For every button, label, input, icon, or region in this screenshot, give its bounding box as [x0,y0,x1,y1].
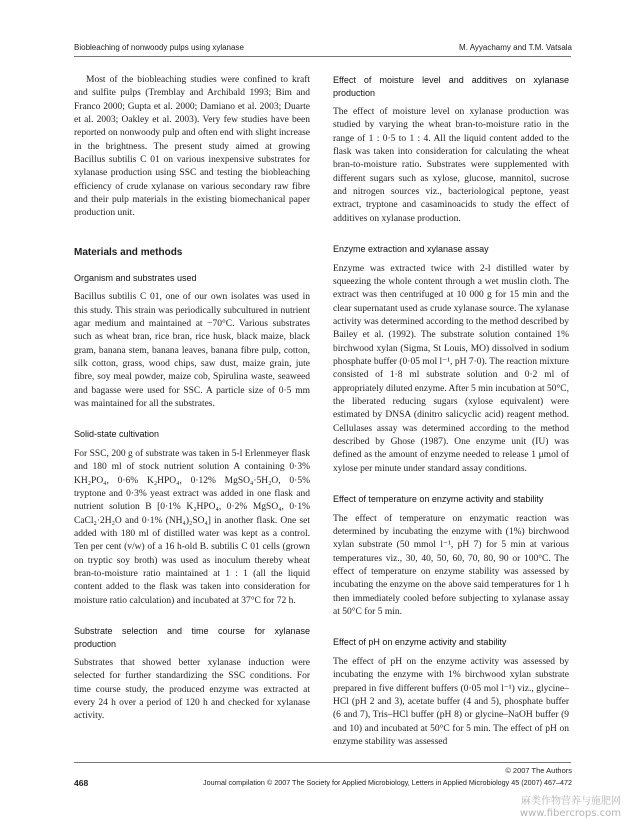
ph-paragraph: The effect of pH on the enzyme activity was assessed by incubating the enzyme with 1% birchwood xylan substrate prepared in five different buffers (0·05 mol l⁻¹) viz., glycine–HCl (pH 2 and 3), acetate buffer (4 and 5), phosphate buffer (6 and 7), Tris–HCl buffer (pH 8) or glycine–NaOH buffer (9 and 10) and incubated at 50°C for 5 min. The effect of pH on enzyme stability was assessed [333,656,569,747]
extraction-paragraph: Enzyme was extracted twice with 2-l distilled water by squeezing the whole content through a wet muslin cloth. The extract was then centrifuged at 10 000 g for 15 min and the clear supernatant used as crude xylanase source. The xylanase activity was determined according to the method described by Bailey et al. (1992). The substrate solution contained 1% birchwood xylan (Sigma, St Louis, MO) dissolved in sodium phosphate buffer (0·05 mol l⁻¹, pH 7·0). The reaction mixture consisted of 1·8 ml substrate solution and 0·2 ml of appropriately diluted enzyme. After 5 min incubation at 50°C, the liberated reducing sugars (xylose equivalent) were estimated by DNSA (dinitro salicyclic acid) reagent method. Cellulases assay was determined according to the method described by Ghose (1987). One enzyme unit (IU) was defined as the amount of enzyme needed to release 1 μmol of xylose per minute under standard assay conditions. [333,263,569,474]
watermark-line-2: www.fibercrops.com [519,808,621,819]
running-title: Biobleaching of nonwoody pulps using xylanase [74,43,244,52]
running-authors: M. Ayyachamy and T.M. Vatsala [459,43,572,52]
subsection-heading-substrate: Substrate selection and time course for xylanase production [74,626,310,649]
substrate-paragraph: Substrates that showed better xylanase induction were selected for further standardizing the SSC conditions. For time course study, the produced enzyme was extracted at every 24 h over a period of 120 h and checked for xylanase activity. [74,658,310,722]
subsection-heading-organism: Organism and substrates used [74,272,197,283]
moisture-paragraph: The effect of moisture level on xylanase production was studied by varying the wheat bran-to-moisture ratio in the range of 1 : 0·5 to 1 : 4. All the liquid content added to the flask was taken into consideration for calculating the wheat bran-to-moisture ratio. Substrates were supplemented with different sugars such as xylose, glucose, mannitol, sucrose and nitrogen sources viz., bacteriological peptone, yeast extract, tryptone and casaminoacids to study the effect of additives on xylanase production. [333,107,569,224]
header-rule [74,56,571,57]
page-number: 468 [74,778,89,788]
footer-rule [74,762,571,763]
right-column [333,74,569,749]
watermark [451,796,621,820]
organism-paragraph: Bacillus subtilis C 01, one of our own isolates was used in this study. This strain was periodically subcultured in nutrient agar medium and maintained at −70°C. Various substrates such as wheat bran, rice bran, rice husk, black maize, black gram, banana stem, banana leaves, banana fibre pulp, cotton, silk cotton, grass, wood chips, saw dust, maize grain, jute fibre, soy meal powder, maize cob, Spirulina waste, seaweed and bagasse were used for SSC. A particle size of 0·5 mm was maintained for all the substrates. [74,292,310,410]
section-heading-methods: Materials and methods [74,246,183,258]
footer-copyright: © 2007 The Authors [505,766,572,775]
solid-state-paragraph: For SSC, 200 g of substrate was taken in 5-l Erlenmeyer flask and 180 ml of stock nutrient solution A containing 0·3% KH₂PO₄, 0·6% K₂HPO₄, 0·12% MgSO₄·5H₂O, 0·5% tryptone and 0·3% yeast extract was added in one flask and nutrient solution B [0·1% K₂HPO₄, 0·2% MgSO₄, 0·1% CaCl₂·2H₂O and 0·1% (NH₄)₂SO₄] in another flask. One set added with 180 ml of distilled water was kept as a control. Ten per cent (v/w) of a 16 h-old B. subtilis C 01 cells (grown on tryptic soy broth) was used as inoculum thereby wheat bran-to-moisture ratio maintained at 1 : 1 (all the liquid content added to the flask was taken into consideration for moisture ratio calculation) and incubated at 37°C for 72 h. [74,448,310,606]
temperature-paragraph: The effect of temperature on enzymatic reaction was determined by incubating the enzyme with (1%) birchwood xylan substrate (50 mmol l⁻¹, pH 7) for 5 min at various temperatures viz., 30, 40, 50, 60, 70, 80, 90 or 100°C. The effect of temperature on enzyme stability was assessed by incubating the enzyme on the above said temperatures for 1 h then immediately cooled before subjecting to xylanase assay at 50°C for 5 min. [333,513,569,617]
subsection-heading-moisture: Effect of moisture level and additives on xylanase production [333,75,569,98]
subsection-heading-extraction: Enzyme extraction and xylanase assay [333,244,489,255]
footer-journal: Journal compilation © 2007 The Society for Applied Microbiology, Letters in Applied Microbiology 45 (2007) 467–472 [202,778,572,787]
intro-paragraph: Most of the biobleaching studies were confined to kraft and sulfite pulps (Tremblay and Archibald 1993; Bim and Franco 2000; Gupta et al. 2000; Damiano et al. 2003; Duarte et al. 2003; Oakley et al. 2003). Very few studies have been reported on nonwoody pulp and often end with slight increase in the brightness. The present study aimed at growing Bacillus subtilis C 01 on various inexpensive substrates for xylanase production using SSC and testing the biobleaching efficiency of crude xylanase on various secondary raw fibre and their pulp materials in the existing biomechanical paper production unit. [74,75,310,219]
subsection-heading-temperature: Effect of temperature on enzyme activity and stability [333,494,544,505]
subsection-heading-solid-state: Solid-state cultivation [74,429,160,440]
left-column [74,74,310,724]
subsection-heading-ph: Effect of pH on enzyme activity and stability [333,637,507,648]
watermark-line-1: 麻类作物营养与施肥网 [521,796,621,807]
